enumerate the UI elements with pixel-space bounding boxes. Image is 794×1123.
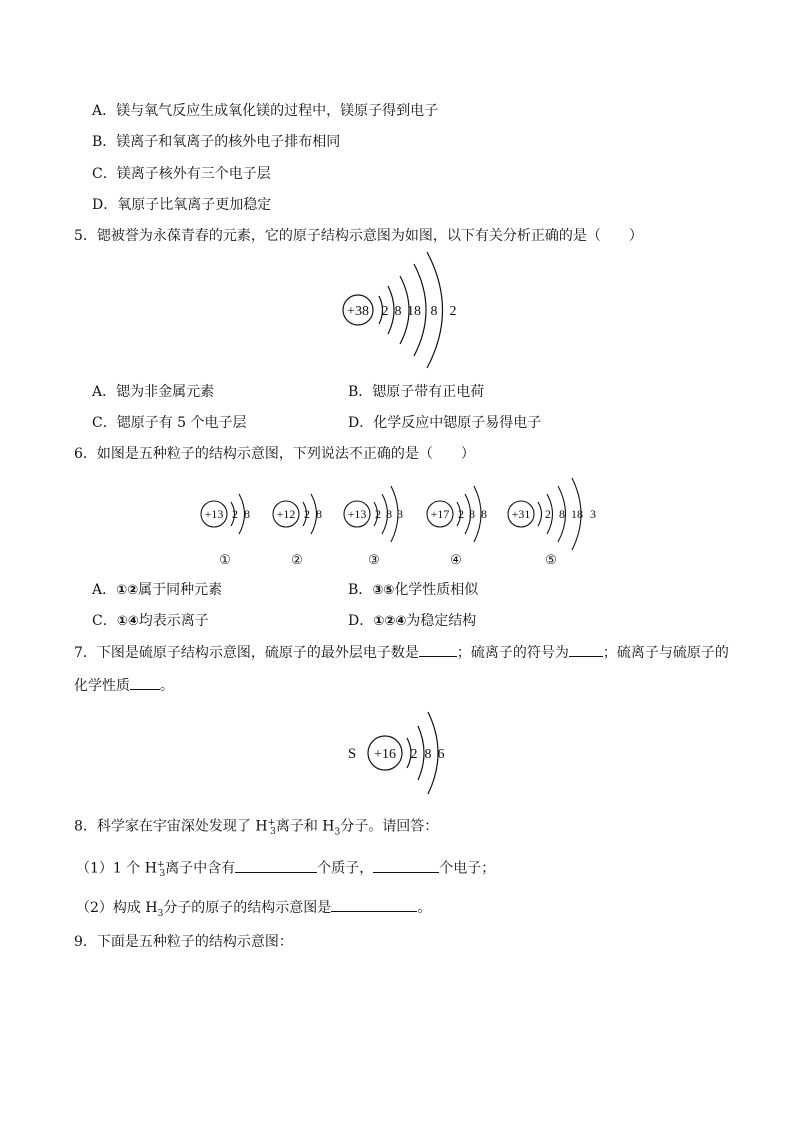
svg-text:8: 8 [469, 507, 475, 521]
q5-option-b: B．锶原子带有正电荷 [348, 384, 485, 400]
q7-blank-2[interactable] [569, 642, 603, 657]
q6-five-particles-diagram [190, 474, 610, 574]
svg-text:③: ③ [368, 552, 380, 567]
q8-sub2: （2）构成 $H_3$分子的原子的结构示意图是 。 [76, 897, 431, 924]
q4-option-b: B．镁离子和氧离子的核外电子排布相同 [92, 134, 341, 150]
shell-electrons-1: 2 [410, 747, 418, 762]
svg-text:+13: +13 [347, 507, 367, 521]
q5-option-c: C．锶原子有 5 个电子层 [92, 415, 247, 431]
q6-option-b: B．③⑤化学性质相似 [348, 582, 479, 598]
svg-text:18: 18 [571, 507, 583, 521]
shell-electrons-2: 8 [424, 747, 432, 762]
q9-stem: 9．下面是五种粒子的结构示意图： [74, 934, 293, 950]
q6-option-a: A．①②属于同种元素 [92, 582, 223, 598]
svg-text:8: 8 [386, 507, 392, 521]
particle-4 [427, 486, 487, 567]
shell-arc-2 [388, 286, 394, 334]
q5-stem: 5．锶被誉为永葆青春的元素，它的原子结构示意图为如图，以下有关分析正确的是（ ） [74, 228, 643, 244]
q6-stem: 6．如图是五种粒子的结构示意图，下列说法不正确的是（ ） [74, 446, 475, 462]
q6-option-d: D．①②④为稳定结构 [348, 613, 477, 629]
q4-option-a: A．镁与氧气反应生成氧化镁的过程中，镁原子得到电子 [92, 103, 439, 119]
svg-text:⑤: ⑤ [545, 552, 557, 567]
shell-electrons-5: 2 [449, 304, 457, 319]
q7-blank-3[interactable] [130, 675, 160, 690]
shell-arc-2 [418, 726, 424, 780]
particle-2 [273, 494, 322, 567]
q7-stem-line2: 化学性质 。 [74, 675, 174, 696]
element-symbol: S [347, 746, 357, 762]
q7-blank-1[interactable] [419, 642, 457, 657]
q5-strontium-atom-diagram [330, 248, 480, 374]
svg-text:+13: +13 [204, 507, 224, 521]
nucleus-charge: +38 [347, 304, 369, 319]
q8-stem: 8．科学家在宇宙深处发现了 $H^+_3$离子和 $H_3$分子。请回答： [74, 818, 439, 838]
svg-text:2: 2 [545, 507, 551, 521]
shell-electrons-4: 8 [430, 304, 438, 319]
particle-5 [508, 478, 596, 567]
shell-electrons-1: 2 [381, 304, 389, 319]
svg-text:+12: +12 [276, 507, 296, 521]
q8-sub1: （1）1 个 $H^+_3$离子中含有 个质子， 个电子； [76, 855, 495, 884]
q5-option-a: A．锶为非金属元素 [92, 384, 215, 400]
q4-option-c: C．镁离子核外有三个电子层 [92, 166, 271, 182]
svg-text:2: 2 [304, 507, 310, 521]
nucleus-charge: +16 [374, 747, 396, 762]
particle-3 [344, 486, 403, 567]
svg-text:+17: +17 [430, 507, 450, 521]
q8-blank-electrons[interactable] [373, 858, 439, 873]
svg-text:3: 3 [397, 507, 403, 521]
svg-text:2: 2 [375, 507, 381, 521]
svg-text:④: ④ [450, 552, 462, 567]
q7-sulfur-atom-diagram [338, 704, 458, 800]
shell-electrons-3: 18 [407, 304, 421, 319]
shell-electrons-2: 8 [394, 304, 402, 319]
q7-stem-line1: 7．下图是硫原子结构示意图，硫原子的最外层电子数是 ；硫离子的符号为 ；硫离子与硫原子的 [74, 642, 729, 663]
svg-text:8: 8 [316, 507, 322, 521]
shell-electrons-3: 6 [437, 747, 445, 762]
svg-text:②: ② [291, 552, 303, 567]
q8-blank-protons[interactable] [235, 858, 317, 873]
particle-1 [201, 494, 250, 567]
svg-text:3: 3 [590, 507, 596, 521]
svg-text:2: 2 [458, 507, 464, 521]
q6-option-c: C．①④均表示离子 [92, 613, 209, 629]
q5-option-d: D．化学反应中锶原子易得电子 [348, 415, 542, 431]
svg-text:①: ① [219, 552, 231, 567]
svg-text:8: 8 [559, 507, 565, 521]
q4-option-d: D．氧原子比氧离子更加稳定 [92, 197, 272, 213]
svg-text:+31: +31 [511, 507, 531, 521]
q8-blank-diagram[interactable] [331, 897, 417, 912]
svg-text:2: 2 [232, 507, 238, 521]
svg-text:8: 8 [244, 507, 250, 521]
svg-text:8: 8 [481, 507, 487, 521]
